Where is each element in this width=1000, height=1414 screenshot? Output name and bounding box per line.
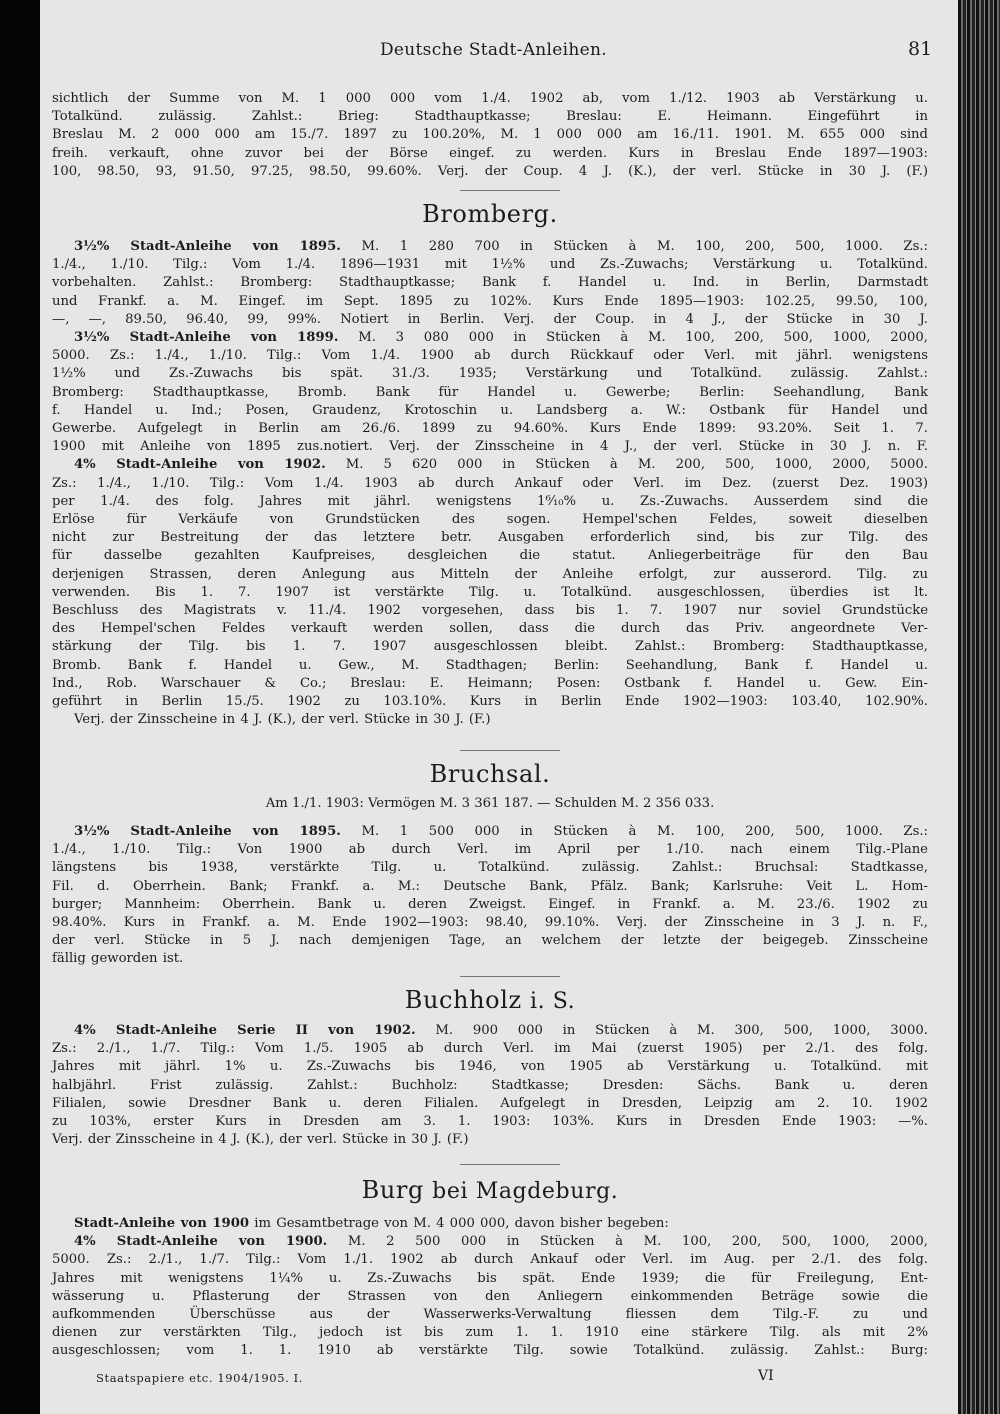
loan-line: —, —, 89.50, 96.40, 99, 99%. Notiert in Berlin. Verj. der Coup. in 4 J., der Stücke in 30 J. <box>52 311 928 327</box>
loan-line: burger; Mannheim: Oberrhein. Bank u. deren Zweigst. Eingef. in Frankf. a. M. 23./6. 1902 zu <box>52 896 928 912</box>
loan-line: aufkommenden Überschüsse aus der Wasserwerks-Verwaltung fliessen dem Tilg.-F. zu und <box>52 1307 928 1323</box>
loan-title: Stadt-Anleihe von 1900 <box>74 1216 250 1231</box>
book-page <box>40 0 958 1414</box>
loan-line: 4% Stadt-Anleihe von 1902. M. 5 620 000 in Stücken à M. 200, 500, 1000, 2000, 5000. <box>74 457 928 473</box>
loan-line: 3½% Stadt-Anleihe von 1899. M. 3 080 000 in Stücken à M. 100, 200, 500, 1000, 2000, <box>74 330 928 346</box>
loan-line: der verl. Stücke in 5 J. nach demjenigen Tage, an welchem der letzte der beigegeb. Zinsscheine <box>52 933 928 949</box>
intro-line: freih. verkauft, ohne zuvor bei der Börse eingef. zu werden. Kurs in Breslau Ende 1897—1903: <box>52 145 928 161</box>
bruchsal-loans <box>52 823 928 969</box>
loan-line: für dasselbe gezahlten Kaufpreises, desgleichen die statut. Anliegerbeiträge für den Bau <box>52 548 928 564</box>
burg-loans <box>52 1215 928 1361</box>
loan-line: vorbehalten. Zahlst.: Bromberg: Stadthauptkasse; Bank f. Handel u. Ind. in Berlin, Darmstadt <box>52 275 928 291</box>
loan-line: längstens bis 1938, verstärkte Tilg. u. Totalkünd. zulässig. Zahlst.: Bruchsal: Stadtkasse, <box>52 860 928 876</box>
loan-line: stärkung der Tilg. bis 1. 7. 1907 ausgeschlossen bleibt. Zahlst.: Bromberg: Stadthauptkasse, <box>52 639 928 655</box>
loan-line: 4% Stadt-Anleihe Serie II von 1902. M. 900 000 in Stücken à M. 300, 500, 1000, 3000. <box>74 1023 928 1038</box>
loan-line: verwenden. Bis 1. 7. 1907 ist verstärkte Tilg. u. Totalkünd. ausgeschlossen, überdies ist lt. <box>52 584 928 600</box>
scan-left-edge <box>0 0 40 1414</box>
loan-line: Bromb. Bank f. Handel u. Gew., M. Stadthagen; Berlin: Seehandlung, Bank f. Handel u. <box>52 657 928 673</box>
loan-line: halbjährl. Frist zulässig. Zahlst.: Buchholz: Stadtkasse; Dresden: Sächs. Bank u. deren <box>52 1077 928 1093</box>
loan-line: Fil. d. Oberrhein. Bank; Frankf. a. M.: Deutsche Bank, Pfälz. Bank; Karlsruhe: Veit L. Hom- <box>52 878 928 894</box>
loan-line: des Hempel'schen Feldes verkauft werden sollen, dass die durch das Priv. angeordnete Ver- <box>52 621 928 637</box>
scan-right-edge <box>958 0 1000 1414</box>
city-heading-burg: Burg bei Magdeburg. <box>361 1176 619 1204</box>
section-divider <box>460 976 560 977</box>
running-head: Deutsche Stadt-Anleihen. <box>380 40 607 60</box>
loan-line: f. Handel u. Ind.; Posen, Graudenz, Krotoschin u. Landsberg a. W.: Ostbank für Handel und <box>52 402 928 418</box>
loan-title: 3½% Stadt-Anleihe von 1895. <box>74 239 341 254</box>
city-heading-bromberg: Bromberg. <box>422 200 558 228</box>
section-divider <box>460 750 560 751</box>
footer-signature: Staatspapiere etc. 1904/1905. I. <box>96 1371 304 1385</box>
loan-line: 1./4., 1./10. Tilg.: Von 1900 ab durch Verl. im April per 1./10. nach einem Tilg.-Plane <box>52 842 928 858</box>
loan-line: Stadt-Anleihe von 1900 im Gesamtbetrage von M. 4 000 000, davon bisher begeben: <box>74 1216 669 1231</box>
loan-title: 4% Stadt-Anleihe von 1900. <box>74 1234 328 1250</box>
page-number: 81 <box>908 38 933 60</box>
loan-title: 4% Stadt-Anleihe Serie II von 1902. <box>74 1023 416 1038</box>
buchholz-loans <box>52 1022 928 1149</box>
loan-line: dienen zur verstärkten Tilg., jedoch ist bis zum 1. 1. 1910 eine stärkere Tilg. als mit 2% <box>52 1325 928 1341</box>
loan-title: 3½% Stadt-Anleihe von 1899. <box>74 330 339 346</box>
intro-line: Breslau M. 2 000 000 am 15./7. 1897 zu 100.20%, M. 1 000 000 am 16./11. 1901. M. 655 000 sind <box>52 127 928 143</box>
loan-line: wässerung u. Pflasterung der Strassen von den Anliegern einkommenden Beträge sowie die <box>52 1288 928 1304</box>
loan-line: 1./4., 1./10. Tilg.: Vom 1./4. 1896—1931 mit 1½% und Zs.-Zuwachs; Verstärkung u. Totalkünd. <box>52 257 928 273</box>
loan-line: Gewerbe. Aufgelegt in Berlin am 26./6. 1899 zu 94.60%. Kurs Ende 1899: 93.20%. Seit 1. 7. <box>52 421 928 437</box>
loan-line: Beschluss des Magistrats v. 11./4. 1902 vorgesehen, dass bis 1. 7. 1907 nur soviel Grundstücke <box>52 603 928 619</box>
loan-line: Ind., Rob. Warschauer & Co.; Breslau: E. Heimann; Posen: Ostbank f. Handel u. Gew. Ein- <box>52 675 928 691</box>
loan-line: ausgeschlossen; vom 1. 1. 1910 ab verstärkte Tilg. sowie Totalkünd. zulässig. Zahlst.: Burg: <box>52 1343 928 1359</box>
loan-title: 3½% Stadt-Anleihe von 1895. <box>74 824 341 839</box>
loan-line: Verj. der Zinsscheine in 4 J. (K.), der verl. Stücke in 30 J. (F.) <box>74 712 491 728</box>
loan-line: Zs.: 1./4., 1./10. Tilg.: Vom 1./4. 1903 ab durch Ankauf oder Verl. im Dez. (zuerst Dez. 1903) <box>52 475 928 491</box>
intro-line: Totalkünd. zulässig. Zahlst.: Brieg: Stadthauptkasse; Breslau: E. Heimann. Eingeführt in <box>52 109 928 125</box>
loan-line: per 1./4. des folg. Jahres mit jährl. wenigstens 1⁶⁄₁₀% u. Zs.-Zuwachs. Ausserdem sind die <box>52 493 928 509</box>
loan-line: nicht zur Bestreitung der das letztere betr. Ausgaben erforderlich sind, bis zur Tilg. des <box>52 530 928 546</box>
loan-line: 5000. Zs.: 2./1., 1./7. Tilg.: Vom 1./1. 1902 ab durch Ankauf oder Verl. im Aug. per 2./1. des folg. <box>52 1252 928 1268</box>
loan-line: Jahres mit wenigstens 1¼% u. Zs.-Zuwachs bis spät. Ende 1939; die für Freilegung, Ent- <box>52 1270 928 1286</box>
loan-line: 5000. Zs.: 1./4., 1./10. Tilg.: Vom 1./4. 1900 ab durch Rückkauf oder Verl. mit jährl. wenigstens <box>52 348 928 364</box>
loan-line: Zs.: 2./1., 1./7. Tilg.: Vom 1./5. 1905 ab durch Verl. im Mai (zuerst 1905) per 2./1. des folg. <box>52 1041 928 1057</box>
loan-line: 98.40%. Kurs in Frankf. a. M. Ende 1902—1903: 98.40, 99.10%. Verj. der Zinsscheine in 3 J. n. F., <box>52 915 928 931</box>
city-heading-bruchsal: Bruchsal. <box>429 760 551 788</box>
loan-line: Filialen, sowie Dresdner Bank u. deren Filialen. Aufgelegt in Dresden, Leipzig am 2. 10. 1902 <box>52 1095 928 1111</box>
loan-line: geführt in Berlin 15./5. 1902 zu 103.10%. Kurs in Berlin Ende 1902—1903: 103.40, 102.90%. <box>52 694 928 710</box>
loan-line: fällig geworden ist. <box>52 951 184 967</box>
intro-line: 100, 98.50, 93, 91.50, 97.25, 98.50, 99.60%. Verj. der Coup. 4 J. (K.), der verl. Stücke in 30 J. (F.) <box>52 163 928 179</box>
city-heading-buchholz: Buchholz i. S. <box>404 986 576 1014</box>
loan-line: Jahres mit jährl. 1% u. Zs.-Zuwachs bis 1946, von 1905 ab Verstärkung u. Totalkünd. mit <box>52 1059 928 1075</box>
bromberg-loans <box>52 238 928 729</box>
loan-line: derjenigen Strassen, deren Anlegung aus Mitteln der Anleihe erfolgt, zur ausserord. Tilg. zu <box>52 566 928 582</box>
loan-line: 1900 mit Anleihe von 1895 zus.notiert. Verj. der Zinsscheine in 4 J., der verl. Stücke in 30 J. n. F. <box>52 439 928 455</box>
intro-line: sichtlich der Summe von M. 1 000 000 vom 1./4. 1902 ab, vom 1./12. 1903 ab Verstärkung u. <box>52 91 928 106</box>
loan-line: 3½% Stadt-Anleihe von 1895. M. 1 280 700 in Stücken à M. 100, 200, 500, 1000. Zs.: <box>74 239 928 254</box>
footer-sheet-number: VI <box>758 1368 774 1384</box>
intro-paragraph <box>52 90 928 181</box>
loan-line: Bromberg: Stadthauptkasse, Bromb. Bank für Handel u. Gewerbe; Berlin: Seehandlung, Bank <box>52 384 928 400</box>
loan-line: zu 103%, erster Kurs in Dresden am 3. 1. 1903: 103%. Kurs in Dresden Ende 1903: —%. <box>52 1114 928 1130</box>
loan-line: 3½% Stadt-Anleihe von 1895. M. 1 500 000 in Stücken à M. 100, 200, 500, 1000. Zs.: <box>74 824 928 839</box>
loan-line: 1½% und Zs.-Zuwachs bis spät. 31./3. 1935; Verstärkung und Totalkünd. zulässig. Zahlst.: <box>52 366 928 382</box>
loan-line: 4% Stadt-Anleihe von 1900. M. 2 500 000 in Stücken à M. 100, 200, 500, 1000, 2000, <box>74 1234 928 1250</box>
loan-line: Verj. der Zinsscheine in 4 J. (K.), der verl. Stücke in 30 J. (F.) <box>52 1132 469 1148</box>
loan-line: Erlöse für Verkäufe von Grundstücken des sogen. Hempel'schen Feldes, soweit dieselben <box>52 512 928 528</box>
section-divider <box>460 1164 560 1165</box>
city-summary: Am 1./1. 1903: Vermögen M. 3 361 187. — Schulden M. 2 356 033. <box>265 796 715 811</box>
section-divider <box>460 190 560 191</box>
loan-line: und Frankf. a. M. Eingef. im Sept. 1895 zu 102%. Kurs Ende 1895—1903: 102.25, 99.50, 100, <box>52 293 928 309</box>
loan-title: 4% Stadt-Anleihe von 1902. <box>74 457 326 473</box>
